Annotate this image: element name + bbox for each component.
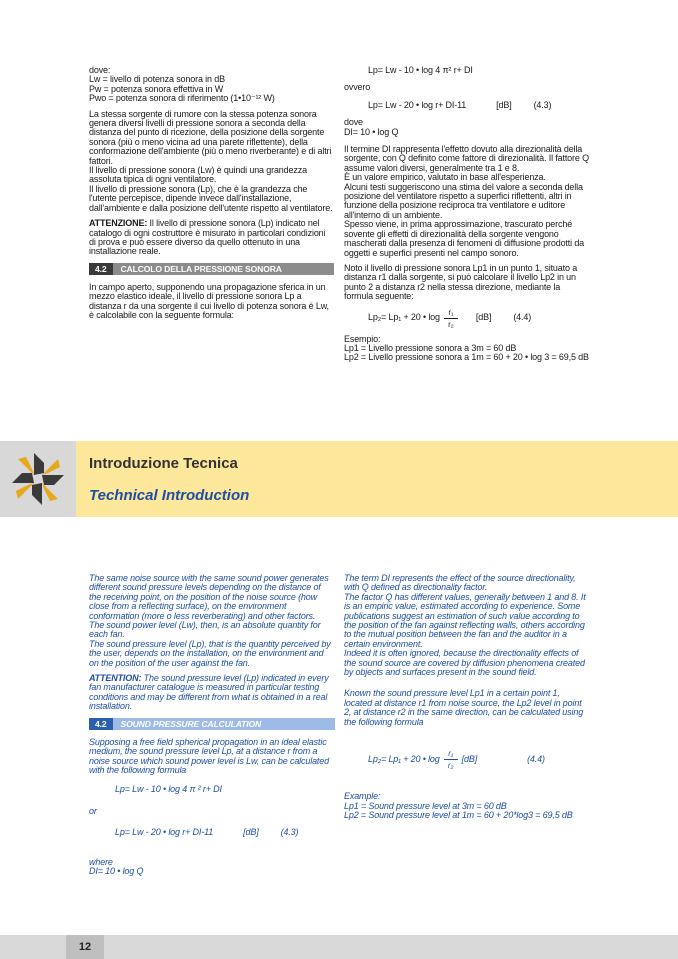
formula-lp2: Lp₂= Lp₁ + 20 • log $\frac{\text{r₁}}{\text{r₂}}$ [dB] (4.4) [368, 749, 545, 771]
example-block: Example: Lp1 = Sound pressure level at 3m = 60 dB Lp2 = Sound pressure level at 1m = 60 + 20*log3 = 69,5 dB [344, 791, 573, 820]
paragraph: Supposing a free field spherical propagation in an ideal elastic medium, the sound pressure level Lp, at a distance r from a noise source which sound power level is Lw, can be calculated with the following formula [89, 736, 329, 775]
paragraph: The term DI represents the effect of the source directionality, with Q defined as directionality factor. [344, 573, 576, 593]
en-right-column [344, 574, 590, 820]
definitions-block: dove: Lw = livello di potenza sonora in dB Pw = potenza sonora effettiva in W Pwo = potenza sonora di riferimento (1•10⁻¹² W) [89, 65, 275, 104]
fan-blades-logo-icon [0, 441, 76, 517]
title-italian: Introduzione Tecnica [89, 455, 238, 472]
paragraph: Indeed it is often ignored, because the directionality effects of the sound source are covered by diffusion phenomena created by objects and surfaces present in the sound field. [344, 648, 585, 678]
formula-di: DI= 10 • log Q [344, 126, 399, 137]
formula-lp-1: Lp= Lw - 10 • log 4 π ² r+ DI [115, 784, 222, 795]
ovvero-label: ovvero [344, 82, 371, 93]
paragraph: The sound pressure level (Lp), that is the quantity perceived by the user, depends on the installation, on the environment and on the position of the user against the fan. [89, 638, 331, 668]
paragraph: Alcuni testi suggeriscono una stima del valore a seconda della posizione del ventilatore rispetto a superfici riflettenti, altri in funzione della posizione reciproca tra ventilatore e uditore all'interno di un ambiente. [344, 181, 583, 220]
paragraph: Il termine DI rappresenta l'effetto dovuto alla direzionalità della sorgente, con Q definito come fattore di direzionalità. Il fattore Q assume valori diversi, generalmente tra 1 e 8. [344, 144, 589, 173]
page-footer [0, 935, 678, 959]
section-header: 4.2 CALCOLO DELLA PRESSIONE SONORA [89, 263, 334, 275]
page-number: 12 [66, 935, 104, 959]
paragraph: In campo aperto, supponendo una propagazione sferica in un mezzo elastico ideale, il livello di pressione sonora Lp a distanza r da una sorgente il cui livello di potenza sonora è Lw, è calcolabile con la seguente formula: [89, 281, 329, 320]
paragraph: Spesso viene, in prima approssimazione, trascurato perché sovente gli effetti di direzionalità della sorgente vengono mascherati dalla presenza di fenomeni di diffusione prodotti da oggetti e superfici presenti nel campo sonoro. [344, 219, 585, 258]
formula-lp-2: Lp= Lw - 20 • log r+ DI-11 [dB] (4.3) [368, 99, 552, 110]
section-header: 4.2 SOUND PRESSURE CALCULATION [89, 718, 335, 730]
paragraph: The factor Q has different values, generally between 1 and 8. It is an empiric value, estimated according to experience. Some publications suggest an estimation of such value according to the position of the fan against reflecting walls, others according to the mutual position between the fan and the auditor in a certain environment. [344, 591, 586, 649]
formula-lp2: Lp₂= Lp₁ + 20 • log $\frac{\text{r₁}}{\text{r₂}}$ [dB] (4.4) [368, 307, 532, 329]
paragraph: The sound power level (Lw), then, is an absolute quantity for each fan. [89, 620, 321, 640]
formula-di: DI= 10 • log Q [89, 865, 144, 876]
formula-lp-2: Lp= Lw - 20 • log r+ DI-11 [dB] (4.3) [115, 827, 299, 838]
example-block: Esempio: Lp1 = Livello pressione sonora a 3m = 60 dB Lp2 = Livello pressione sonora a 1m = 60 + 20 • log 3 = 69,5 dB [344, 333, 589, 363]
paragraph: Known the sound pressure level Lp1 in a certain point 1, located at distance r1 from noise source, the Lp2 level in point 2, at distance r2 in the same direction, can be calculated using the following formula [344, 688, 584, 727]
formula-lp-1: Lp= Lw - 10 • log 4 π² r+ DI [368, 65, 473, 75]
attention-note: ATTENTION: The sound pressure level (Lp) indicated in every fan manufacturer catalogue is measured in particular testing conditions and may be different from what is obtained in a real installation. [89, 673, 329, 712]
paragraph: Il livello di pressione sonora (Lp), che è la grandezza che l'utente percepisce, dipende invece dall'installazione, dall'ambiente e dalla posizione dell'utente rispetto al ventilatore. [89, 183, 333, 213]
dove-label: dove [344, 117, 363, 128]
section-title-band [0, 441, 678, 517]
paragraph: Noto il livello di pressione sonora Lp1 in un punto 1, situato a distanza r1 dalla sorgente, si può calcolare il livello Lp2 in un punto 2 a distanza r2 nella stessa direzione, mediante la formula seguente: [344, 262, 578, 302]
where-label: where [89, 856, 113, 867]
title-english: Technical Introduction [89, 487, 250, 504]
or-label: or [89, 805, 97, 816]
paragraph: È un valore empirico, valutato in base all'esperienza. [344, 172, 546, 183]
attention-note: ATTENZIONE: Il livello di pressione sonora (Lp) indicato nel catalogo di ogni costruttore è misurato in particolari condizioni di prova e può essere diverso da quello ottenuto in una installazione reale. [89, 218, 326, 257]
paragraph: Il livello di pressione sonora (Lw) è quindi una grandezza assoluta tipica di ogni ventilatore. [89, 165, 307, 185]
paragraph: La stessa sorgente di rumore con la stessa potenza sonora genera diversi livelli di pressione sonora a seconda della distanza del punto di ricezione, della posizione della sorgente sonora (più o meno vicina ad una parete riflettente), della conformazione dell'ambiente (più o meno riverberante) e di altri fattori. [89, 108, 332, 166]
it-right-column [344, 66, 590, 363]
paragraph: The same noise source with the same sound power generates different sound pressure levels depending on the distance of the receiving point, on the position of the noise source (how close from a reflecting surface), on the environment conformation (more o less reverberating) and other factors. [89, 573, 329, 621]
it-left-column [89, 66, 334, 326]
en-left-column [89, 574, 335, 876]
